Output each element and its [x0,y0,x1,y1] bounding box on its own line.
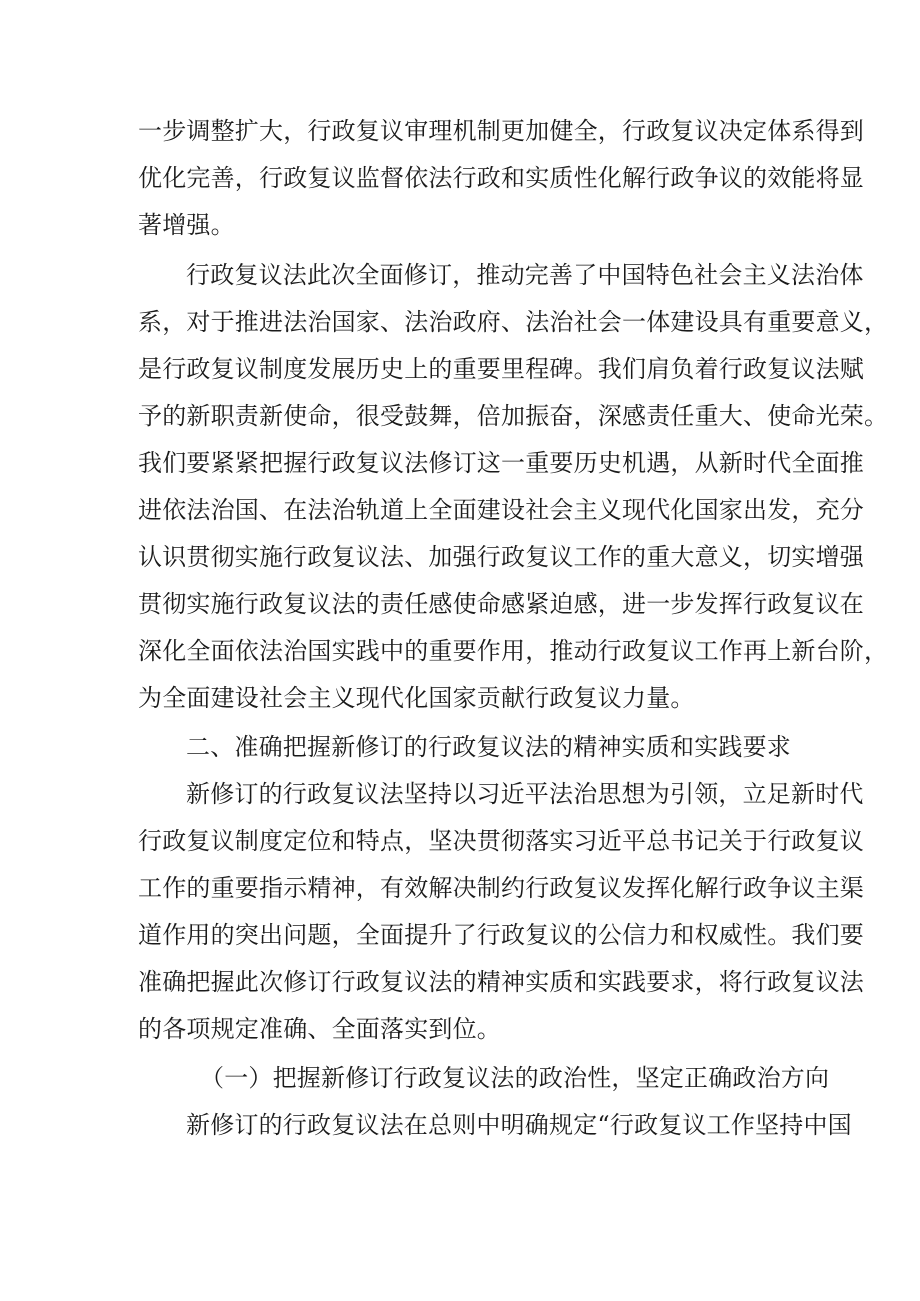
body-text-line: 我们要紧紧把握行政复议法修订这一重要历史机遇，从新时代全面推 [138,449,864,477]
body-text-line: 优化完善，行政复议监督依法行政和实质性化解行政争议的效能将显 [138,164,864,192]
paragraph-first-line: 新修订的行政复议法坚持以习近平法治思想为引领，立足新时代 [186,780,864,808]
paragraph-first-line: 行政复议法此次全面修订，推动完善了中国特色社会主义法治体 [186,261,864,289]
body-text-line: 进依法治国、在法治轨道上全面建设社会主义现代化国家出发，充分 [138,496,864,524]
body-text-line: 深化全面依法治国实践中的重要作用，推动行政复议工作再上新台阶， [138,637,889,665]
body-text-line: 予的新职责新使命，很受鼓舞，倍加振奋，深感责任重大、使命光荣。 [138,402,889,430]
body-text-line: 是行政复议制度发展历史上的重要里程碑。我们肩负着行政复议法赋 [138,355,864,383]
section-heading: 二、准确把握新修订的行政复议法的精神实质和实践要求 [186,733,791,761]
body-text-line: 为全面建设社会主义现代化国家贡献行政复议力量。 [138,684,695,712]
body-text-line: 工作的重要指示精神，有效解决制约行政复议发挥化解行政争议主渠 [138,874,864,902]
body-text-line: 一步调整扩大，行政复议审理机制更加健全，行政复议决定体系得到 [138,117,864,145]
body-text-line: 系，对于推进法治国家、法治政府、法治社会一体建设具有重要意义， [138,308,889,336]
body-text-line: 贯彻实施行政复议法的责任感使命感紧迫感，进一步发挥行政复议在 [138,590,864,618]
body-text-line: 著增强。 [138,211,235,239]
body-text-line: 准确把握此次修订行政复议法的精神实质和实践要求，将行政复议法 [138,968,864,996]
body-text-line: 道作用的突出问题，全面提升了行政复议的公信力和权威性。我们要 [138,921,864,949]
paragraph-first-line: 新修订的行政复议法在总则中明确规定“行政复议工作坚持中国 [186,1111,852,1139]
body-text-line: 认识贯彻实施行政复议法、加强行政复议工作的重大意义，切实增强 [138,543,864,571]
subsection-heading: （一）把握新修订行政复议法的政治性，坚定正确政治方向 [200,1064,830,1092]
body-text-line: 行政复议制度定位和特点，坚决贯彻落实习近平总书记关于行政复议 [138,827,864,855]
body-text-line: 的各项规定准确、全面落实到位。 [138,1015,501,1043]
